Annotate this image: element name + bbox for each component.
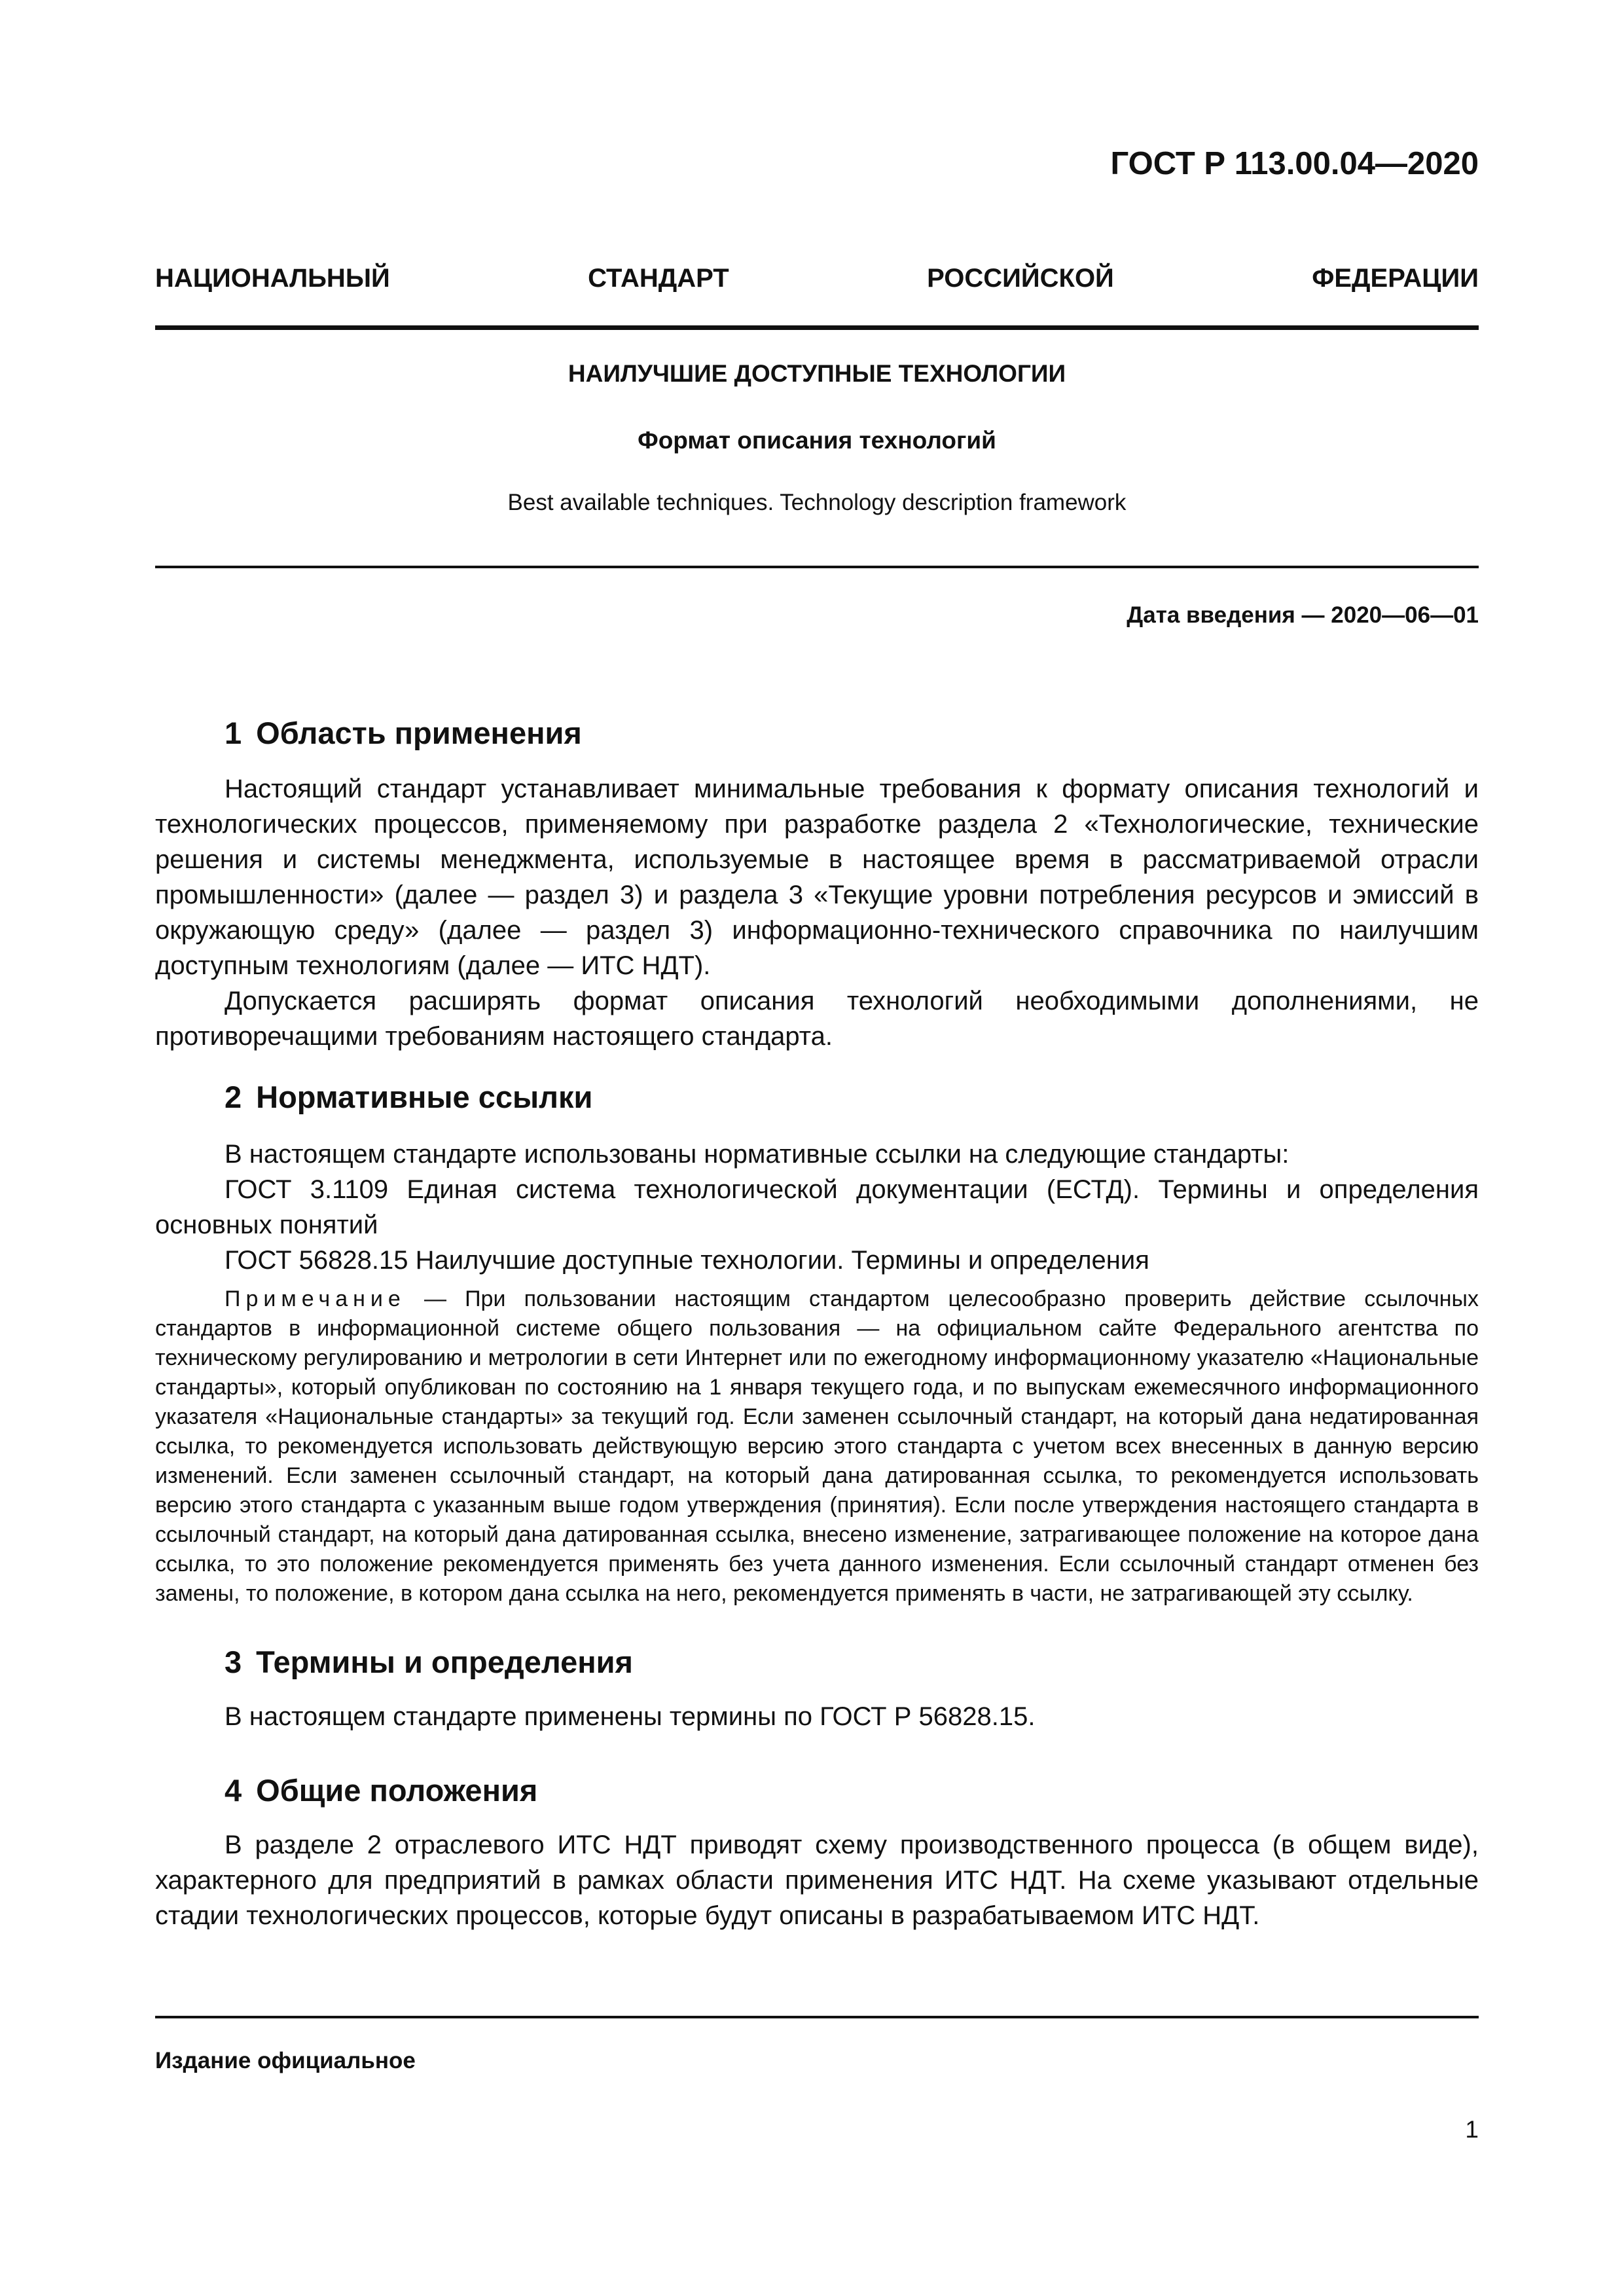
- section-4-title: Общие положения: [256, 1773, 538, 1808]
- title-divider: [155, 566, 1479, 568]
- note-label: Примечание: [225, 1286, 406, 1311]
- note-text: — При пользовании настоящим стандартом целесообразно проверить действие ссылочных стандартов в информационной системе общего пользования — на официальном сайте Федерального агентства по техническому регулированию и метрологии в сети Интернет или по ежегодному информационному указателю «Национальные стандарты», который опубликован по состоянию на 1 января текущего года, и по выпускам ежемесячного информационного указателя «Национальные стандарты» за текущий год. Если заменен ссылочный стандарт, на который дана недатированная ссылка, то рекомендуется использовать действующую версию этого стандарта с учетом всех внесенных в данную версию изменений. Если заменен ссылочный стандарт, на который дана датированная ссылка, то рекомендуется использовать версию этого стандарта с указанным выше годом утверждения (принятия). Если после утверждения настоящего стандарта в ссылочный стандарт, на который дана датированная ссылка, внесено изменение, затрагивающее положение на которое дана ссылка, то это положение рекомендуется применять без учета данного изменения. Если ссылочный стандарт отменен без замены, то положение, в котором дана ссылка на него, рекомендуется применять в части, не затрагивающей эту ссылку.: [155, 1286, 1479, 1606]
- edition-label: Издание официальное: [155, 2048, 416, 2073]
- section-1-paragraph: Настоящий стандарт устанавливает минимальные требования к формату описания технологий и технологических процессов, применяемому при разработке раздела 2 «Технологические, технические решения и системы менеджмента, используемые в настоящее время в рассматриваемой отрасли промышленности» (далее — раздел 3) и раздела 3 «Текущие уровни потребления ресурсов и эмиссий в окружающую среду» (далее — раздел 3) информационно-технического справочника по наилучшим доступным технологиям (далее — ИТС НДТ).: [155, 774, 1479, 980]
- section-3-heading: [155, 1643, 1479, 1682]
- english-title: Best available techniques. Technology description framework: [507, 490, 1127, 515]
- section-4-paragraph: В разделе 2 отраслевого ИТС НДТ приводят схему производственного процесса (в общем виде), характерного для предприятий в рамках области применения ИТС НДТ. На схеме указывают отдельные стадии технологических процессов, которые будут описаны в разрабатываемом ИТС НДТ.: [155, 1831, 1479, 1930]
- reference-gost-3-1109: ГОСТ 3.1109 Единая система технологической документации (ЕСТД). Термины и определения основных понятий: [155, 1175, 1479, 1239]
- section-1-title: Область применения: [256, 716, 582, 750]
- document-subtitle: Формат описания технологий: [638, 427, 996, 454]
- document-heading: НАИЛУЧШИЕ ДОСТУПНЫЕ ТЕХНОЛОГИИ: [568, 360, 1066, 387]
- section-4-number: 4: [225, 1773, 242, 1808]
- section-2-number: 2: [225, 1080, 242, 1114]
- header-divider-thick: [155, 325, 1479, 330]
- gost-code: ГОСТ Р 113.00.04—2020: [1110, 146, 1479, 181]
- section-2-heading: [155, 1078, 1479, 1117]
- section-2-paragraph: В настоящем стандарте использованы нормативные ссылки на следующие стандарты:: [225, 1140, 1290, 1169]
- section-3-title: Термины и определения: [256, 1645, 633, 1679]
- page-number: 1: [1465, 2116, 1479, 2143]
- document-page: [155, 0, 1479, 2296]
- section-3-paragraph: В настоящем стандарте применены термины по ГОСТ Р 56828.15.: [225, 1702, 1036, 1731]
- footer-divider: [155, 2016, 1479, 2018]
- section-3-number: 3: [225, 1645, 242, 1679]
- introduction-date: Дата введения — 2020—06—01: [1127, 602, 1479, 628]
- section-1-heading: [155, 714, 1479, 753]
- section-1-paragraph: Допускается расширять формат описания технологий необходимыми дополнениями, не противоречащими требованиям настоящего стандарта.: [155, 987, 1479, 1051]
- national-standard-title: НАЦИОНАЛЬНЫЙ СТАНДАРТ РОССИЙСКОЙ ФЕДЕРАЦИИ: [155, 264, 1479, 293]
- section-1-number: 1: [225, 716, 242, 750]
- reference-gost-56828-15: ГОСТ 56828.15 Наилучшие доступные технологии. Термины и определения: [225, 1246, 1149, 1275]
- document-body: [155, 714, 1479, 1933]
- section-4-heading: [155, 1771, 1479, 1810]
- section-2-title: Нормативные ссылки: [256, 1080, 593, 1114]
- section-2-note: [155, 1285, 1479, 1609]
